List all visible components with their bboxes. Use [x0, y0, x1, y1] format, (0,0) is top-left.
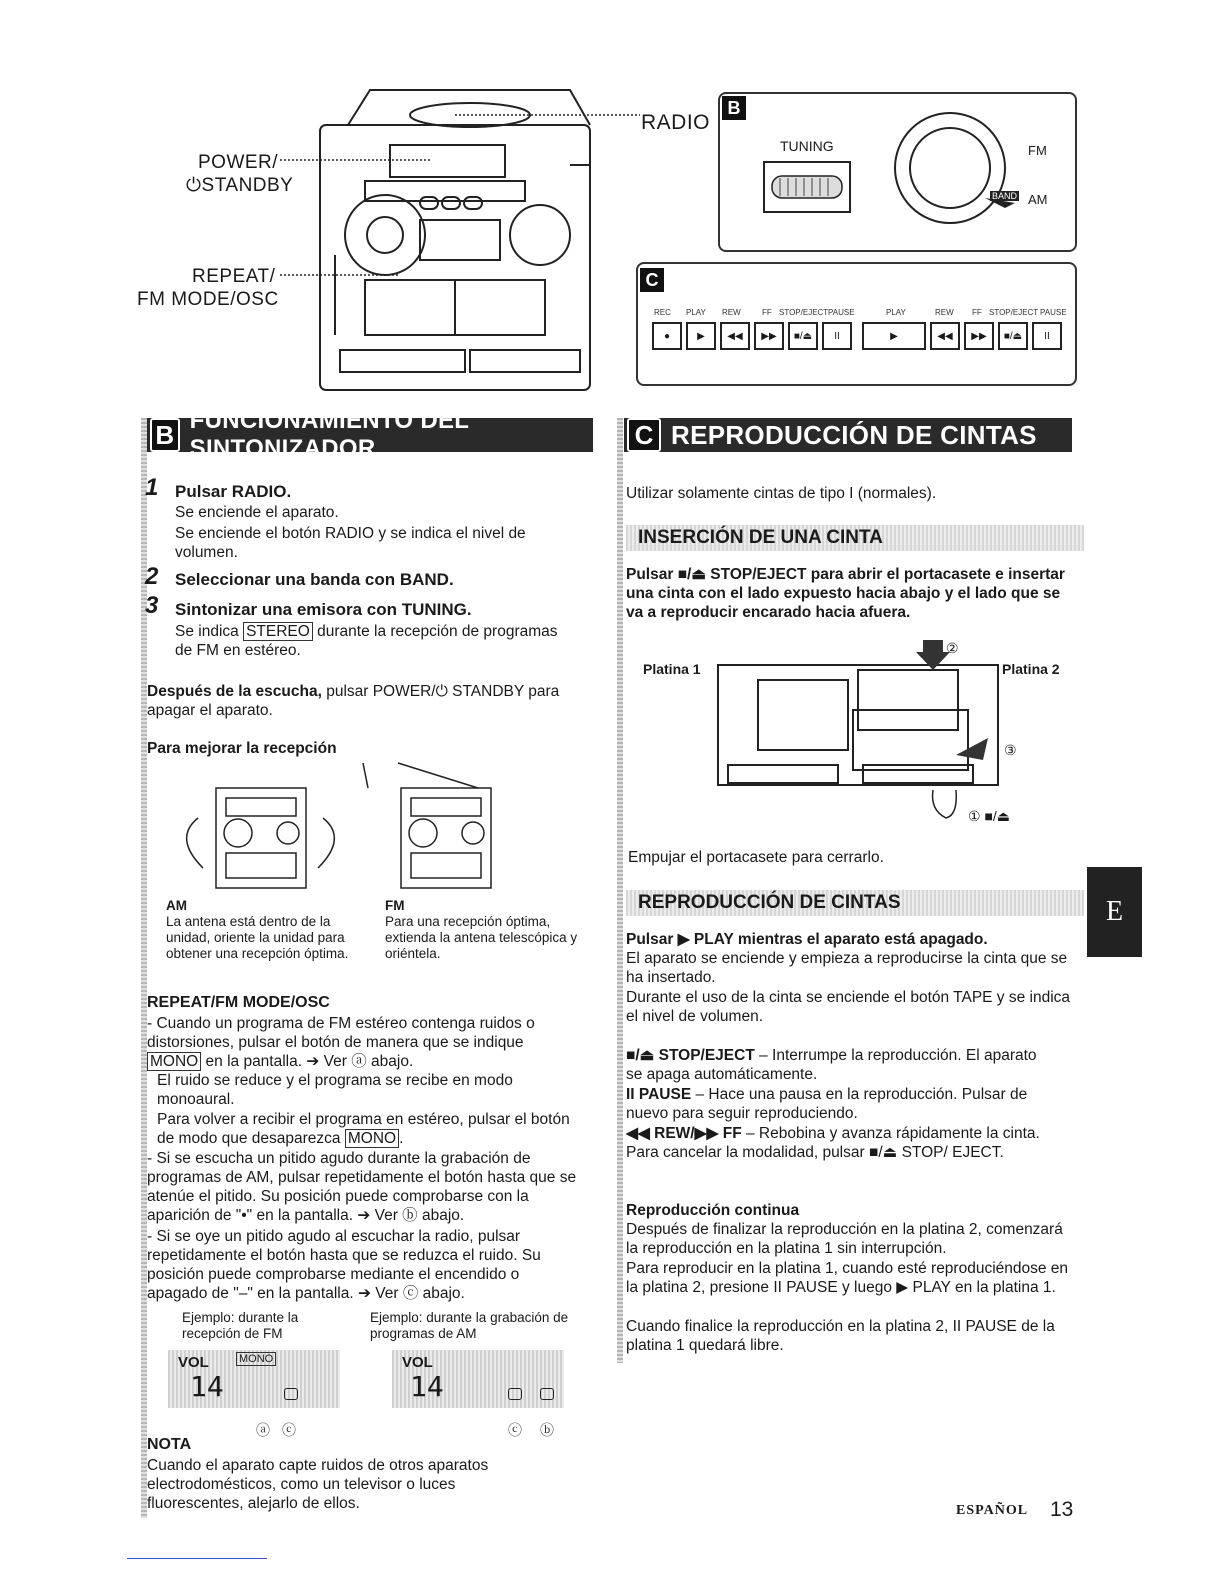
box-b-letter: B	[722, 96, 746, 120]
mark-3: ③	[1004, 742, 1017, 758]
step-3-number: 3	[145, 592, 159, 619]
page-number: 13	[1050, 1498, 1074, 1521]
platina-2-label: Platina 2	[1002, 661, 1060, 677]
tape-playback-heading: REPRODUCCIÓN DE CINTAS	[626, 890, 1084, 916]
play-text-1: El aparato se enciende y empieza a reproducirse la cinta que se ha insertado.	[626, 950, 1068, 986]
example-2-caption: Ejemplo: durante la grabación de programas de AM	[370, 1310, 569, 1341]
deck1-stop-eject-button[interactable]: ■/⏏	[788, 322, 818, 350]
bullet-1-sub-2: Para volver a recibir el programa en estéreo, pulsar el botón de modo que desaparezca MONO .	[157, 1111, 570, 1147]
mark-b-2: ⓑ	[540, 1422, 554, 1438]
lcd-2-vol: VOL	[402, 1354, 433, 1371]
step-1-number: 1	[145, 474, 159, 501]
deck1-rec-button[interactable]: ●	[652, 322, 682, 350]
insert-tape-instructions: Pulsar ■/⏏ STOP/EJECT para abrir el portacasete e insertar una cinta con el lado expuesto hacia abajo y el lado que se va a reproducir encarado hacia afuera.	[626, 566, 1065, 621]
play-instruction: Pulsar ▶ PLAY mientras el aparato está apagado.	[626, 931, 988, 948]
step-2-title: Seleccionar una banda con BAND.	[175, 570, 454, 589]
platina-1-label: Platina 1	[643, 661, 701, 677]
continuous-play-heading: Reproducción continua	[626, 1202, 800, 1219]
continuous-play-text-2: Para reproducir en la platina 1, cuando esté reproduciéndose en la platina 2, presione II PAUSE y luego ▶ PLAY en la platina 1.	[626, 1260, 1069, 1296]
lcd-2-number: 14	[410, 1370, 444, 1403]
after-listening-text: Después de la escucha, pulsar POWER/⏻ STANDBY para apagar el aparato.	[147, 683, 560, 719]
deck1-rew-label: REW	[722, 308, 741, 317]
mono-indicator-2: MONO	[345, 1129, 399, 1148]
fm-description: Para una recepción óptima, extienda la antena telescópica y oriéntela.	[385, 914, 578, 961]
am-description: La antena está dentro de la unidad, oriente la unidad para obtener una recepción óptima.	[166, 914, 349, 961]
example-1-caption: Ejemplo: durante la recepción de FM	[182, 1310, 299, 1341]
step-1-text-2: Se enciende el botón RADIO y se indica el nivel de volumen.	[175, 525, 526, 561]
lcd-1-mono: MONO	[236, 1353, 276, 1365]
am-heading: AM	[166, 898, 187, 913]
mark-1-stop-eject: ① ■/⏏	[968, 808, 1011, 824]
section-c-header	[624, 418, 1072, 452]
deck1-ff-label: FF	[762, 308, 772, 317]
play-text-2: Durante el uso de la cinta se enciende el botón TAPE y se indica el nivel de volumen.	[626, 989, 1071, 1025]
lcd-1-vol: VOL	[178, 1354, 209, 1371]
cassette-insertion-illustration	[708, 640, 1011, 830]
mark-2: ②	[946, 640, 959, 656]
deck1-play-button[interactable]: ▶	[686, 322, 716, 350]
continuous-play-text-3: Cuando finalice la reproducción en la platina 2, II PAUSE de la platina 1 quedará libre.	[626, 1318, 1055, 1354]
fm-heading: FM	[385, 898, 405, 913]
lcd-2-dot-icon	[540, 1388, 554, 1400]
deck2-ff-label: FF	[972, 308, 982, 317]
section-b-title: FUNCIONAMIENTO DEL SINTONIZADOR	[189, 407, 469, 462]
deck1-ff-button[interactable]: ▶▶	[754, 322, 784, 350]
bullet-1-text: - Cuando un programa de FM estéreo contenga ruidos o distorsiones, pulsar el botón de manera que se indique MONO en la pantalla. ➔ Ver ⓐ abajo.	[147, 1015, 535, 1070]
section-c-letter: C	[627, 418, 661, 452]
rew-ff-description: ◀◀ REW/▶▶ FF – Rebobina y avanza rápidamente la cinta. Para cancelar la modalidad, pulsar ■/⏏ STOP/ EJECT.	[626, 1125, 1040, 1161]
deck1-pause-label: PAUSE	[828, 308, 855, 317]
deck2-play-label: PLAY	[886, 308, 906, 317]
deck1-rew-button[interactable]: ◀◀	[720, 322, 750, 350]
band-label: BAND	[992, 191, 1018, 201]
tuning-label: TUNING	[780, 138, 834, 154]
fm-label: FM	[1028, 143, 1047, 158]
nota-heading: NOTA	[147, 1436, 192, 1453]
power-label: POWER/	[198, 152, 279, 173]
bullet-3-text: - Si se oye un pitido agudo al escuchar la radio, pulsar repetidamente el botón hasta que se reduzca el ruido. Su posición puede comprobarse mediante el encendido o apagado de "–" en la pantalla. ➔ Ver ⓒ abajo.	[147, 1228, 541, 1302]
bottom-divider	[127, 1558, 267, 1559]
tuning-knob-icon	[760, 158, 855, 218]
band-dial-icon	[885, 108, 1025, 238]
mark-a-1: ⓐ	[256, 1422, 270, 1438]
deck2-rew-label: REW	[935, 308, 954, 317]
step-1-text-1: Se enciende el aparato.	[175, 504, 339, 521]
mark-c-1: ⓒ	[282, 1422, 296, 1438]
deck2-stop-eject-button[interactable]: ■/⏏	[998, 322, 1028, 350]
nota-text: Cuando el aparato capte ruidos de otros aparatos electrodomésticos, como un televisor o luces fluorescentes, alejarlo de ellos.	[147, 1457, 489, 1512]
stereo-indicator: STEREO	[243, 622, 313, 641]
deck2-play-button[interactable]: ▶	[862, 322, 926, 350]
bullet-2-text: - Si se escucha un pitido agudo durante la grabación de programas de AM, pulsar repetidamente el botón hasta que se atenúe el pitido. Su posición puede comprobarse con la aparición de "•" en la pantalla. ➔ Ver ⓑ abajo.	[147, 1150, 577, 1224]
section-b-header	[147, 407, 593, 462]
insert-tape-heading: INSERCIÓN DE UNA CINTA	[626, 525, 1084, 551]
lcd-2-dash-icon	[508, 1388, 522, 1400]
bullet-1-sub-1: El ruido se reduce y el programa se recibe en modo monoaural.	[157, 1072, 513, 1108]
continuous-play-text-1: Después de finalizar la reproducción en la platina 2, comenzará la reproducción en la platina 1 sin interrupción.	[626, 1221, 1063, 1257]
radio-label: RADIO	[641, 111, 711, 134]
am-label: AM	[1028, 192, 1048, 207]
improve-reception-title: Para mejorar la recepción	[147, 740, 337, 757]
deck1-stop-label: STOP/EJECT	[779, 308, 829, 317]
step-3-text: Se indica STEREO durante la recepción de programas de FM en estéreo.	[175, 623, 558, 659]
deck1-rec-label: REC	[654, 308, 671, 317]
deck2-pause-label: PAUSE	[1040, 308, 1067, 317]
pause-description: II PAUSE – Hace una pausa en la reproducción. Pulsar de nuevo para seguir reproduciendo.	[626, 1086, 1028, 1122]
deck2-ff-button[interactable]: ▶▶	[964, 322, 994, 350]
push-holder-text: Empujar el portacasete para cerrarlo.	[628, 849, 884, 866]
repeat-label: REPEAT/	[192, 266, 276, 287]
right-margin-stripe	[617, 418, 623, 1363]
step-2-number: 2	[145, 563, 159, 590]
fm-mode-label: FM MODE/OSC	[137, 289, 279, 310]
deck2-pause-button[interactable]: II	[1032, 322, 1062, 350]
deck2-rew-button[interactable]: ◀◀	[930, 322, 960, 350]
step-1-title: Pulsar RADIO.	[175, 482, 292, 501]
footer-language: ESPAÑOL	[956, 1503, 1029, 1518]
box-c-letter: C	[640, 268, 664, 292]
mono-indicator: MONO	[147, 1052, 201, 1071]
standby-label: ⏻STANDBY	[186, 175, 294, 196]
deck2-stop-label: STOP/EJECT	[989, 308, 1039, 317]
mark-c-2: ⓒ	[508, 1422, 522, 1438]
repeat-heading: REPEAT/FM MODE/OSC	[147, 994, 330, 1011]
antenna-illustration	[168, 758, 588, 893]
tape-type-intro: Utilizar solamente cintas de tipo I (normales).	[626, 485, 937, 502]
language-tab: E	[1087, 867, 1142, 957]
deck1-play-label: PLAY	[686, 308, 706, 317]
deck1-pause-button[interactable]: II	[822, 322, 852, 350]
section-b-letter: B	[150, 418, 180, 452]
lcd-1-number: 14	[190, 1370, 224, 1403]
stop-eject-description: ■/⏏ STOP/EJECT – Interrumpe la reproducción. El aparato se apaga automáticamente.	[626, 1047, 1037, 1083]
stereo-system-illustration	[270, 85, 650, 395]
section-c-title: REPRODUCCIÓN DE CINTAS	[671, 419, 1037, 450]
lcd-1-dash-icon	[284, 1388, 298, 1400]
step-3-title: Sintonizar una emisora con TUNING.	[175, 600, 472, 619]
